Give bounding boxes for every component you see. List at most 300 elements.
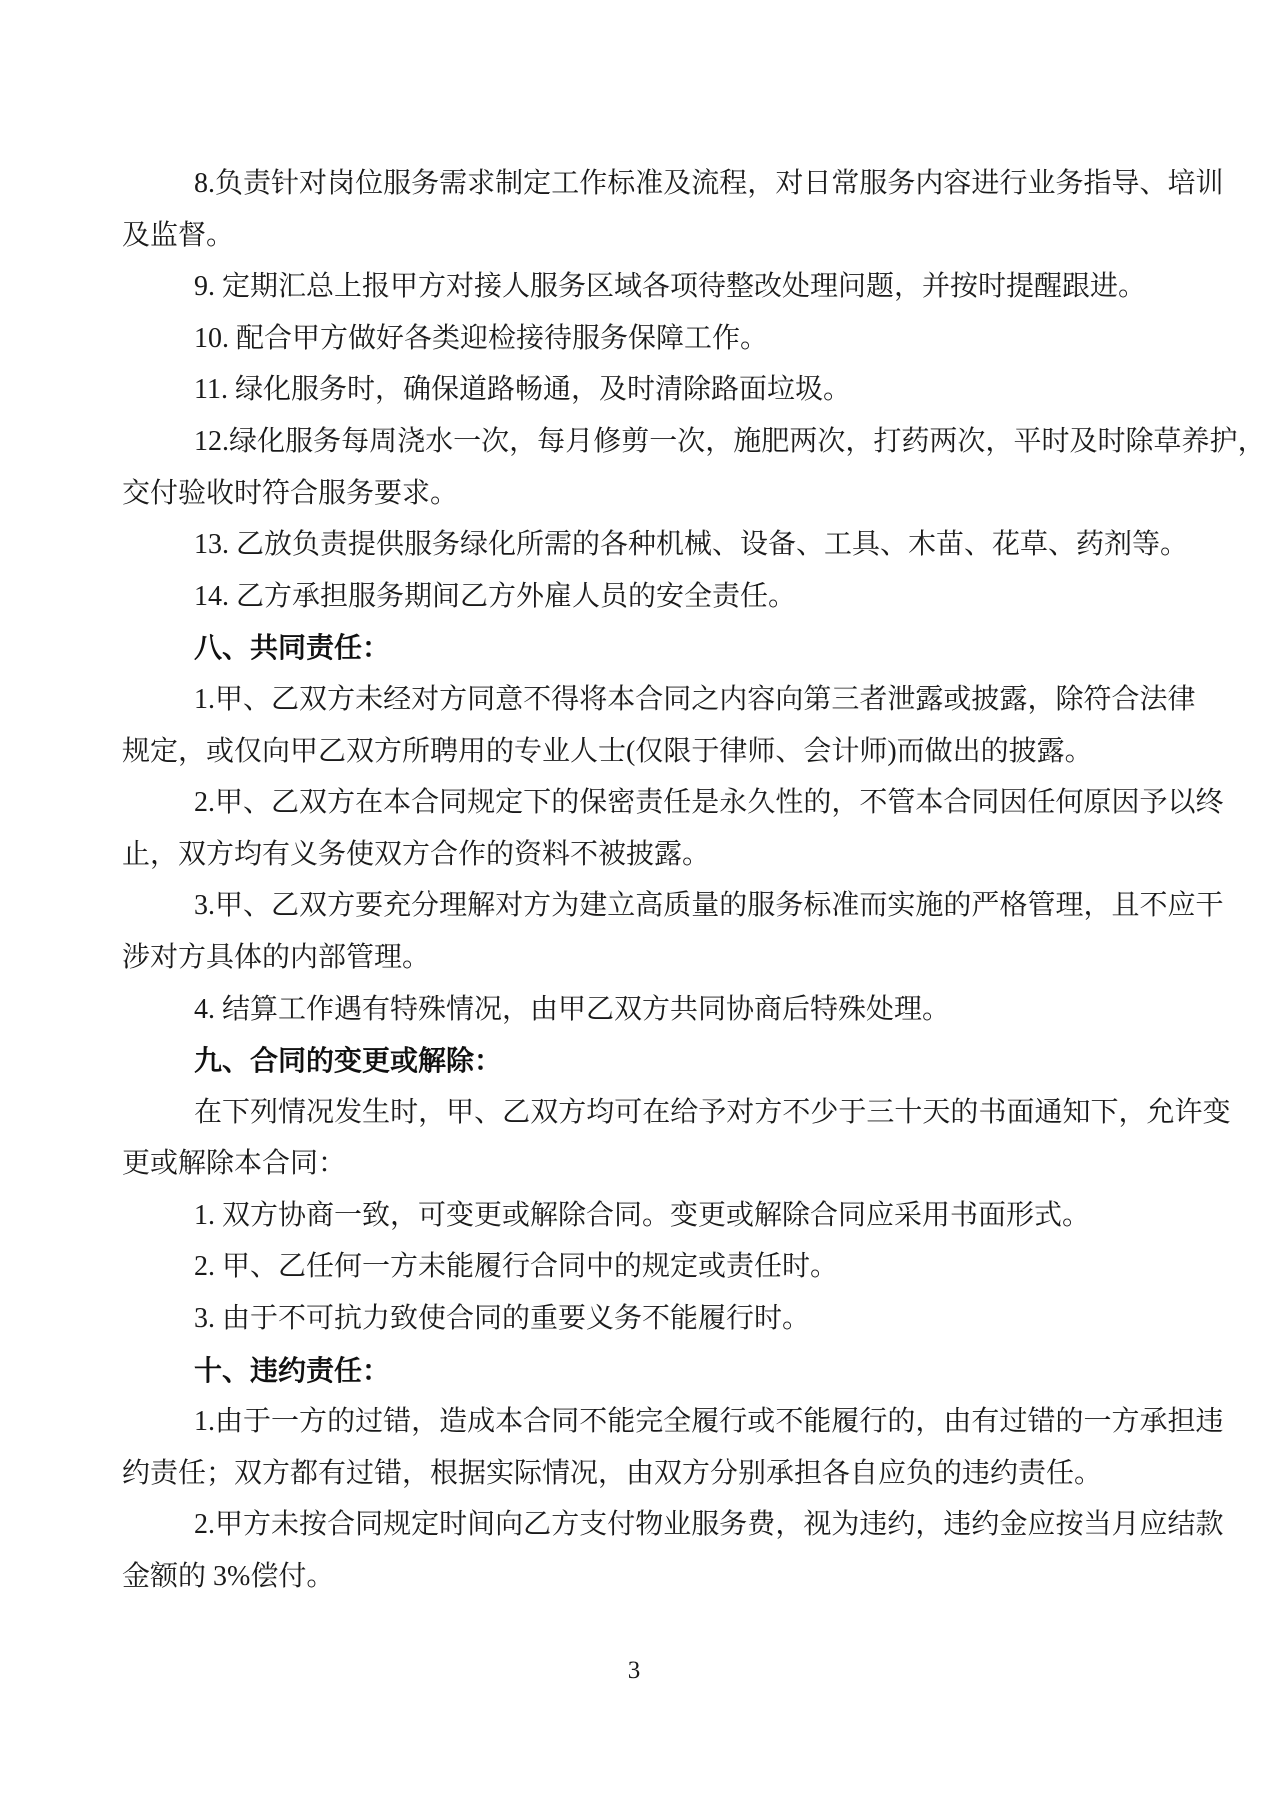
text-token: 1. bbox=[194, 683, 215, 715]
text-line: 11. 绿化服务时，确保道路畅通，及时清除路面垃圾。 bbox=[194, 374, 851, 406]
text-token: 下 bbox=[1090, 1096, 1119, 1128]
text-token: 的 bbox=[327, 1406, 356, 1438]
text-token: 之 bbox=[691, 683, 720, 715]
text-token: 规 bbox=[383, 1509, 412, 1541]
text-token: 次 bbox=[677, 425, 706, 457]
text-token: 制 bbox=[495, 168, 524, 199]
text-token: 予 bbox=[698, 1096, 727, 1128]
text-token: 是 bbox=[691, 787, 720, 819]
text-token: 方 bbox=[327, 787, 356, 819]
text-token: 12. bbox=[194, 425, 229, 457]
text-token: 行 bbox=[719, 1406, 748, 1438]
text-token: 乙 bbox=[271, 890, 300, 922]
text-token: 养 bbox=[1181, 425, 1210, 457]
text-line: 4. 结算工作遇有特殊情况，由甲乙双方共同协商后特殊处理。 bbox=[194, 993, 951, 1025]
text-token: 理 bbox=[1055, 890, 1084, 922]
text-token: 护 bbox=[1209, 425, 1238, 457]
text-token: 进 bbox=[971, 168, 1000, 199]
text-token: 的 bbox=[1055, 1406, 1084, 1438]
text-token: 能 bbox=[803, 1406, 832, 1438]
text-token: 分 bbox=[411, 890, 440, 922]
text-token: 甲 bbox=[446, 1096, 475, 1128]
text-token: 管 bbox=[887, 787, 916, 819]
text-token: 量 bbox=[691, 890, 720, 922]
text-token: 担 bbox=[1167, 1406, 1196, 1438]
text-token: 合 bbox=[635, 683, 664, 715]
text-token: 得 bbox=[551, 683, 580, 715]
text-token: 导 bbox=[1111, 168, 1140, 199]
text-token: 标 bbox=[803, 890, 832, 922]
text-token: 一 bbox=[1083, 1406, 1112, 1438]
text-token: ， bbox=[845, 425, 874, 457]
text-token: 方 bbox=[327, 683, 356, 715]
text-token: 双 bbox=[299, 683, 328, 715]
text-token: 责 bbox=[635, 787, 664, 819]
text-token: 露 bbox=[915, 683, 944, 715]
text-token: 时 bbox=[1041, 425, 1070, 457]
text-token: 工 bbox=[551, 168, 580, 199]
text-token: 列 bbox=[250, 1096, 279, 1128]
text-token: 甲 bbox=[215, 787, 244, 819]
text-token: 违 bbox=[1195, 1406, 1224, 1438]
text-token: 时 bbox=[1097, 425, 1126, 457]
text-token: 未 bbox=[355, 683, 384, 715]
text-token: ， bbox=[831, 787, 860, 819]
text-line: 及监督。 bbox=[122, 219, 235, 251]
text-token: 的 bbox=[551, 787, 580, 819]
text-token: 意 bbox=[495, 683, 524, 715]
text-token: 务 bbox=[411, 168, 440, 199]
text-token: 的 bbox=[887, 1406, 916, 1438]
text-token: 服 bbox=[747, 890, 776, 922]
text-token: 乙 bbox=[271, 787, 300, 819]
text-token: 全 bbox=[663, 1406, 692, 1438]
text-token: 程 bbox=[719, 168, 748, 199]
text-token: 在 bbox=[642, 1096, 671, 1128]
text-token: 管 bbox=[1027, 890, 1056, 922]
text-token: 于 bbox=[243, 1406, 272, 1438]
text-token: 绿 bbox=[229, 425, 258, 457]
text-token: 准 bbox=[831, 890, 860, 922]
text-token: 的 bbox=[803, 787, 832, 819]
text-token: ， bbox=[915, 1509, 944, 1541]
page-number: 3 bbox=[627, 1657, 641, 1684]
text-token: 同 bbox=[971, 787, 1000, 819]
text-token: ， bbox=[418, 1096, 447, 1128]
text-token: 药 bbox=[901, 425, 930, 457]
text-token: 面 bbox=[1006, 1096, 1035, 1128]
text-token: ， bbox=[775, 1509, 804, 1541]
text-token: 合 bbox=[327, 1509, 356, 1541]
text-token: 肥 bbox=[761, 425, 790, 457]
text-token: 容 bbox=[943, 168, 972, 199]
text-token: 不 bbox=[579, 1406, 608, 1438]
text-token: ， bbox=[985, 425, 1014, 457]
text-token: 行 bbox=[999, 168, 1028, 199]
text-token: 建 bbox=[579, 890, 608, 922]
text-token: 负 bbox=[215, 168, 244, 199]
text-token: 定 bbox=[411, 1509, 440, 1541]
text-token: ， bbox=[1118, 1096, 1147, 1128]
text-token: 的 bbox=[719, 890, 748, 922]
text-line: 涉对方具体的内部管理。 bbox=[122, 941, 431, 973]
text-token: 常 bbox=[831, 168, 860, 199]
text-token: ， bbox=[747, 168, 776, 199]
text-token: 流 bbox=[691, 168, 720, 199]
text-token: 由 bbox=[215, 1406, 244, 1438]
text-token: 三 bbox=[831, 683, 860, 715]
text-token: 针 bbox=[271, 168, 300, 199]
text-token: 露 bbox=[999, 683, 1028, 715]
text-token: 违 bbox=[943, 1509, 972, 1541]
text-token: 严 bbox=[971, 890, 1000, 922]
text-token: 性 bbox=[775, 787, 804, 819]
text-token: 不 bbox=[782, 1096, 811, 1128]
text-token: 充 bbox=[383, 890, 412, 922]
text-token: 准 bbox=[635, 168, 664, 199]
text-token: 立 bbox=[607, 890, 636, 922]
text-token: 高 bbox=[635, 890, 664, 922]
text-token: 将 bbox=[579, 683, 608, 715]
text-line bbox=[122, 880, 1224, 932]
text-line: 交付验收时符合服务要求。 bbox=[122, 477, 459, 509]
text-line bbox=[122, 1499, 1224, 1551]
text-token: 情 bbox=[278, 1096, 307, 1128]
text-token: 而 bbox=[859, 890, 888, 922]
text-token: 或 bbox=[747, 1406, 776, 1438]
text-token: 何 bbox=[1055, 787, 1084, 819]
text-token: 合 bbox=[943, 787, 972, 819]
text-token: 因 bbox=[999, 787, 1028, 819]
text-token: 符 bbox=[1083, 683, 1112, 715]
text-token: 者 bbox=[859, 683, 888, 715]
text-token: 日 bbox=[803, 168, 832, 199]
text-token: 务 bbox=[775, 890, 804, 922]
text-token: 甲 bbox=[215, 1509, 244, 1541]
text-token: 容 bbox=[747, 683, 776, 715]
text-token: 服 bbox=[383, 168, 412, 199]
text-token: 、 bbox=[243, 890, 272, 922]
text-token: 结 bbox=[1167, 1509, 1196, 1541]
text-token: 约 bbox=[971, 1509, 1000, 1541]
text-token: ， bbox=[1027, 683, 1056, 715]
text-line: 约责任；双方都有过错，根据实际情况，由双方分别承担各自应负的违约责任。 bbox=[122, 1457, 1103, 1489]
text-token: 求 bbox=[467, 168, 496, 199]
text-token: 许 bbox=[1174, 1096, 1203, 1128]
text-token: 方 bbox=[754, 1096, 783, 1128]
text-token: ， bbox=[705, 425, 734, 457]
text-token: 解 bbox=[467, 890, 496, 922]
text-token: 格 bbox=[999, 890, 1028, 922]
text-token: 按 bbox=[1055, 1509, 1084, 1541]
text-token: 当 bbox=[1083, 1509, 1112, 1541]
text-token: 不 bbox=[775, 1406, 804, 1438]
text-line bbox=[122, 674, 1196, 726]
text-token: 一 bbox=[271, 1406, 300, 1438]
text-token: 打 bbox=[873, 425, 902, 457]
text-token: 以 bbox=[1167, 787, 1196, 819]
text-token: 完 bbox=[635, 1406, 664, 1438]
text-token: 理 bbox=[439, 890, 468, 922]
text-token: 合 bbox=[1111, 683, 1140, 715]
text-token: 8. bbox=[194, 168, 215, 199]
text-token: 方 bbox=[327, 890, 356, 922]
text-token: 造 bbox=[439, 1406, 468, 1438]
text-token: 承 bbox=[1139, 1406, 1168, 1438]
text-token: 定 bbox=[523, 168, 552, 199]
text-token: 成 bbox=[467, 1406, 496, 1438]
text-token: 少 bbox=[810, 1096, 839, 1128]
text-line bbox=[122, 1087, 1231, 1139]
text-token: 的 bbox=[943, 890, 972, 922]
text-token: 过 bbox=[999, 1406, 1028, 1438]
text-token: 第 bbox=[803, 683, 832, 715]
text-token: 本 bbox=[915, 787, 944, 819]
text-token: 由 bbox=[943, 1406, 972, 1438]
text-token: 书 bbox=[978, 1096, 1007, 1128]
text-token: 知 bbox=[1062, 1096, 1091, 1128]
text-token: 次 bbox=[817, 425, 846, 457]
text-line bbox=[122, 416, 1266, 468]
text-token: 方 bbox=[243, 1509, 272, 1541]
text-token: 生 bbox=[362, 1096, 391, 1128]
text-token: 修 bbox=[593, 425, 622, 457]
text-token: 因 bbox=[1111, 787, 1140, 819]
text-token: 要 bbox=[355, 890, 384, 922]
text-token: 标 bbox=[607, 168, 636, 199]
text-token: 同 bbox=[551, 1406, 580, 1438]
text-token: 给 bbox=[670, 1096, 699, 1128]
text-token: 过 bbox=[355, 1406, 384, 1438]
text-token: 的 bbox=[950, 1096, 979, 1128]
text-line: 13. 乙放负责提供服务绿化所需的各种机械、设备、工具、木苗、花草、药剂等。 bbox=[194, 529, 1189, 561]
text-token: 能 bbox=[607, 1406, 636, 1438]
text-token: 对 bbox=[299, 168, 328, 199]
text-token: 双 bbox=[530, 1096, 559, 1128]
text-token: ， bbox=[1083, 890, 1112, 922]
text-token: 次 bbox=[481, 425, 510, 457]
text-token: 业 bbox=[1027, 168, 1056, 199]
text-token: 、 bbox=[243, 683, 272, 715]
text-token: 付 bbox=[607, 1509, 636, 1541]
text-token: 合 bbox=[523, 1406, 552, 1438]
text-token: 均 bbox=[586, 1096, 615, 1128]
text-token: 水 bbox=[425, 425, 454, 457]
text-token: 3. bbox=[194, 890, 215, 922]
text-token: 内 bbox=[719, 683, 748, 715]
text-token: 变 bbox=[1202, 1096, 1231, 1128]
text-token: 岗 bbox=[327, 168, 356, 199]
text-token: 甲 bbox=[215, 683, 244, 715]
text-token: 同 bbox=[467, 683, 496, 715]
text-token: 款 bbox=[1195, 1509, 1224, 1541]
text-token: 在 bbox=[194, 1096, 223, 1128]
text-line: 9. 定期汇总上报甲方对接人服务区域各项待整改处理问题，并按时提醒跟进。 bbox=[194, 271, 1147, 303]
text-token: 方 bbox=[558, 1096, 587, 1128]
text-token: 同 bbox=[663, 683, 692, 715]
text-token: 实 bbox=[887, 890, 916, 922]
text-token: 、 bbox=[243, 787, 272, 819]
text-token: 违 bbox=[859, 1509, 888, 1541]
text-token: 1. bbox=[194, 1406, 215, 1438]
text-token: 行 bbox=[859, 1406, 888, 1438]
text-token: 平 bbox=[1013, 425, 1042, 457]
text-token: ， bbox=[915, 1406, 944, 1438]
text-token: 对 bbox=[411, 683, 440, 715]
text-token: 向 bbox=[495, 1509, 524, 1541]
text-line: 规定，或仅向甲乙双方所聘用的专业人士(仅限于律师、会计师)而做出的披露。 bbox=[122, 735, 1093, 767]
text-token: 干 bbox=[1195, 890, 1224, 922]
text-token: 训 bbox=[1195, 168, 1224, 199]
text-token: 剪 bbox=[621, 425, 650, 457]
text-token: 每 bbox=[341, 425, 370, 457]
text-token: ， bbox=[509, 425, 538, 457]
text-token: 本 bbox=[383, 787, 412, 819]
text-token: 一 bbox=[649, 425, 678, 457]
text-token: 责 bbox=[243, 168, 272, 199]
text-token: 披 bbox=[971, 683, 1000, 715]
text-token: 对 bbox=[775, 168, 804, 199]
text-token: 及 bbox=[663, 168, 692, 199]
text-token: 下 bbox=[523, 787, 552, 819]
text-token: 方 bbox=[523, 890, 552, 922]
text-line bbox=[122, 158, 1224, 210]
text-token: 下 bbox=[222, 1096, 251, 1128]
text-token: 三 bbox=[866, 1096, 895, 1128]
text-token: 且 bbox=[1111, 890, 1140, 922]
text-token: 周 bbox=[369, 425, 398, 457]
text-token: 2. bbox=[194, 1509, 215, 1541]
text-token: 不 bbox=[1139, 890, 1168, 922]
text-token: 本 bbox=[495, 1406, 524, 1438]
text-token: 乙 bbox=[523, 1509, 552, 1541]
text-token: 施 bbox=[915, 890, 944, 922]
text-token: 泄 bbox=[887, 683, 916, 715]
text-token: 次 bbox=[957, 425, 986, 457]
text-token: 每 bbox=[537, 425, 566, 457]
document-body bbox=[122, 158, 1266, 1603]
text-token: 按 bbox=[299, 1509, 328, 1541]
text-token: 通 bbox=[1034, 1096, 1063, 1128]
text-line: 更或解除本合同： bbox=[122, 1148, 347, 1180]
text-token: 双 bbox=[299, 787, 328, 819]
text-token: 向 bbox=[775, 683, 804, 715]
text-token: 履 bbox=[831, 1406, 860, 1438]
text-token: 需 bbox=[439, 168, 468, 199]
text-token: 终 bbox=[1195, 787, 1224, 819]
text-token: 不 bbox=[523, 683, 552, 715]
text-token: 务 bbox=[719, 1509, 748, 1541]
text-token: 天 bbox=[922, 1096, 951, 1128]
text-token: 时 bbox=[390, 1096, 419, 1128]
text-token: 对 bbox=[726, 1096, 755, 1128]
text-token: 乙 bbox=[271, 683, 300, 715]
text-token: 任 bbox=[663, 787, 692, 819]
text-token: 2. bbox=[194, 787, 215, 819]
text-token: 况 bbox=[306, 1096, 335, 1128]
text-token: 培 bbox=[1167, 168, 1196, 199]
text-token: 作 bbox=[579, 168, 608, 199]
text-token: 约 bbox=[887, 1509, 916, 1541]
text-token: 有 bbox=[971, 1406, 1000, 1438]
text-line: 1. 双方协商一致，可变更或解除合同。变更或解除合同应采用书面形式。 bbox=[194, 1199, 1091, 1231]
text-token: 应 bbox=[1139, 1509, 1168, 1541]
text-token: 乙 bbox=[502, 1096, 531, 1128]
text-token: 允 bbox=[1146, 1096, 1175, 1128]
text-token: 同 bbox=[355, 1509, 384, 1541]
text-token: 方 bbox=[551, 1509, 580, 1541]
text-token: 及 bbox=[1069, 425, 1098, 457]
text-line bbox=[122, 1396, 1224, 1448]
text-token: 视 bbox=[803, 1509, 832, 1541]
text-line: 14. 乙方承担服务期间乙方外雇人员的安全责任。 bbox=[194, 580, 797, 612]
text-token: 方 bbox=[1111, 1406, 1140, 1438]
text-token: 物 bbox=[635, 1509, 664, 1541]
text-token: ， bbox=[1237, 425, 1266, 457]
text-token: 不 bbox=[859, 787, 888, 819]
text-token: 合 bbox=[411, 787, 440, 819]
text-token: 施 bbox=[733, 425, 762, 457]
text-token: 十 bbox=[894, 1096, 923, 1128]
text-token: 业 bbox=[663, 1509, 692, 1541]
text-token: 支 bbox=[579, 1509, 608, 1541]
text-token: 在 bbox=[355, 787, 384, 819]
text-token: 间 bbox=[467, 1509, 496, 1541]
text-token: 甲 bbox=[215, 890, 244, 922]
text-token: 位 bbox=[355, 168, 384, 199]
text-token: 未 bbox=[271, 1509, 300, 1541]
text-token: 金 bbox=[999, 1509, 1028, 1541]
text-token: 方 bbox=[439, 683, 468, 715]
text-token: 律 bbox=[1167, 683, 1196, 715]
text-token: 规 bbox=[467, 787, 496, 819]
text-token: 错 bbox=[383, 1406, 412, 1438]
text-token: 指 bbox=[1083, 168, 1112, 199]
text-token: 定 bbox=[495, 787, 524, 819]
text-token: 应 bbox=[1167, 890, 1196, 922]
text-token: 月 bbox=[565, 425, 594, 457]
text-line: 止，双方均有义务使双方合作的资料不被披露。 bbox=[122, 838, 711, 870]
text-token: 本 bbox=[607, 683, 636, 715]
text-token: 浇 bbox=[397, 425, 426, 457]
text-line: 3. 由于不可抗力致使合同的重要义务不能履行时。 bbox=[194, 1303, 811, 1335]
text-token: 任 bbox=[1027, 787, 1056, 819]
text-token: 予 bbox=[1139, 787, 1168, 819]
text-token: 对 bbox=[495, 890, 524, 922]
text-token: 错 bbox=[1027, 1406, 1056, 1438]
text-token: 务 bbox=[313, 425, 342, 457]
text-token: 内 bbox=[915, 168, 944, 199]
text-token: 两 bbox=[929, 425, 958, 457]
text-token: 保 bbox=[579, 787, 608, 819]
section-heading: 九、合同的变更或解除： bbox=[194, 1045, 503, 1077]
text-token: 为 bbox=[551, 890, 580, 922]
text-token: 为 bbox=[831, 1509, 860, 1541]
text-token: 服 bbox=[859, 168, 888, 199]
text-token: 原 bbox=[1083, 787, 1112, 819]
text-token: 草 bbox=[1153, 425, 1182, 457]
text-token: 法 bbox=[1139, 683, 1168, 715]
text-token: 应 bbox=[1027, 1509, 1056, 1541]
section-heading: 十、违约责任： bbox=[194, 1354, 391, 1386]
text-token: 方 bbox=[299, 1406, 328, 1438]
text-token: 质 bbox=[663, 890, 692, 922]
text-token: 服 bbox=[691, 1509, 720, 1541]
text-token: 久 bbox=[747, 787, 776, 819]
text-token: 月 bbox=[1111, 1509, 1140, 1541]
text-token: 永 bbox=[719, 787, 748, 819]
text-token: 服 bbox=[285, 425, 314, 457]
